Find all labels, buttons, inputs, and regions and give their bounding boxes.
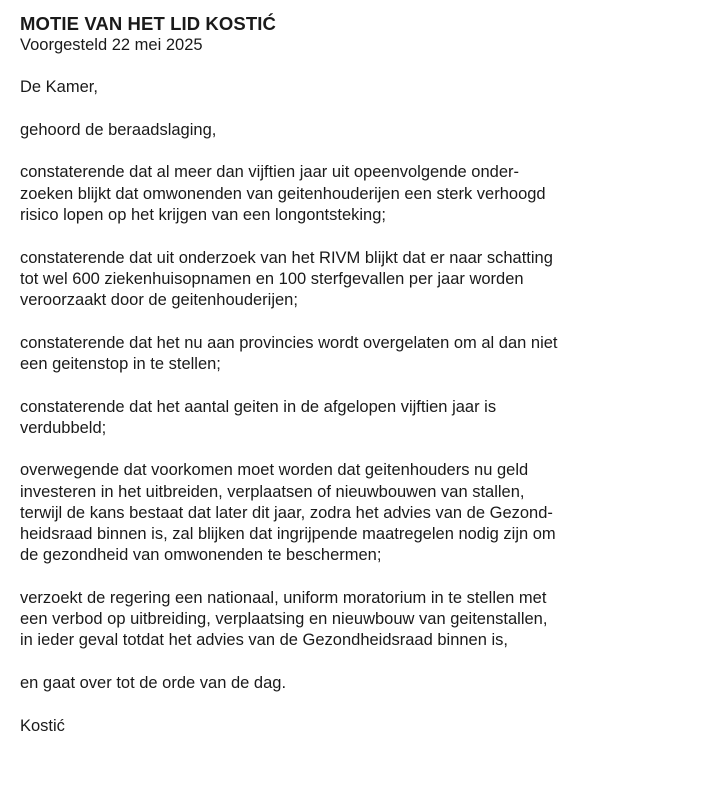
paragraph-line: overwegende dat voorkomen moet worden dat geitenhouders nu geld [20, 461, 529, 480]
paragraph-line: gehoord de beraadslaging, [20, 120, 217, 139]
paragraph-line: risico lopen op het krijgen van een longontsteking; [20, 205, 386, 224]
paragraph-line: een verbod op uitbreiding, verplaatsing en nieuwbouw van geitenstallen, [20, 610, 548, 629]
paragraph-line: De Kamer, [20, 78, 98, 96]
consideration-paragraph [20, 248, 690, 312]
consideration-paragraph [20, 333, 690, 375]
paragraph-line: een geitenstop in te stellen; [20, 354, 221, 373]
paragraph-line: verdubbeld; [20, 418, 107, 437]
deliberation-paragraph [20, 460, 690, 566]
paragraph-line: verzoekt de regering een nationaal, uniform moratorium in te stellen met [20, 588, 547, 607]
paragraph-line: de gezondheid van omwonenden te beschermen; [20, 546, 382, 565]
paragraph-line: investeren in het uitbreiden, verplaatsen of nieuwbouwen van stallen, [20, 482, 525, 501]
paragraph-line: in ieder geval totdat het advies van de Gezondheidsraad binnen is, [20, 631, 508, 650]
closing-paragraph [20, 673, 690, 694]
paragraph-line: constaterende dat uit onderzoek van het RIVM blijkt dat er naar schatting [20, 248, 553, 267]
paragraph-line: veroorzaakt door de geitenhouderijen; [20, 290, 298, 309]
consideration-paragraph [20, 162, 690, 226]
salutation-paragraph [20, 77, 690, 98]
request-paragraph [20, 588, 690, 652]
paragraph-line: tot wel 600 ziekenhuisopnamen en 100 sterfgevallen per jaar worden [20, 269, 524, 288]
paragraph-line: terwijl de kans bestaat dat later dit jaar, zodra het advies van de Gezond- [20, 503, 553, 522]
heard-deliberation-paragraph [20, 120, 690, 141]
paragraph-line: en gaat over tot de orde van de dag. [20, 674, 287, 693]
paragraph-line: zoeken blijkt dat omwonenden van geitenhouderijen een sterk verhoogd [20, 184, 546, 203]
paragraph-line: constaterende dat het aantal geiten in de afgelopen vijftien jaar is [20, 397, 497, 416]
motion-document [20, 13, 690, 737]
motion-title: MOTIE VAN HET LID KOSTIĆ [20, 13, 276, 34]
signature: Kostić [20, 716, 65, 735]
proposal-date: Voorgesteld 22 mei 2025 [20, 36, 203, 54]
paragraph-line: heidsraad binnen is, zal blijken dat ingrijpende maatregelen nodig zijn om [20, 525, 556, 544]
paragraph-line: constaterende dat al meer dan vijftien jaar uit opeenvolgende onder- [20, 163, 519, 182]
paragraph-line: constaterende dat het nu aan provincies wordt overgelaten om al dan niet [20, 333, 558, 352]
consideration-paragraph [20, 397, 690, 439]
